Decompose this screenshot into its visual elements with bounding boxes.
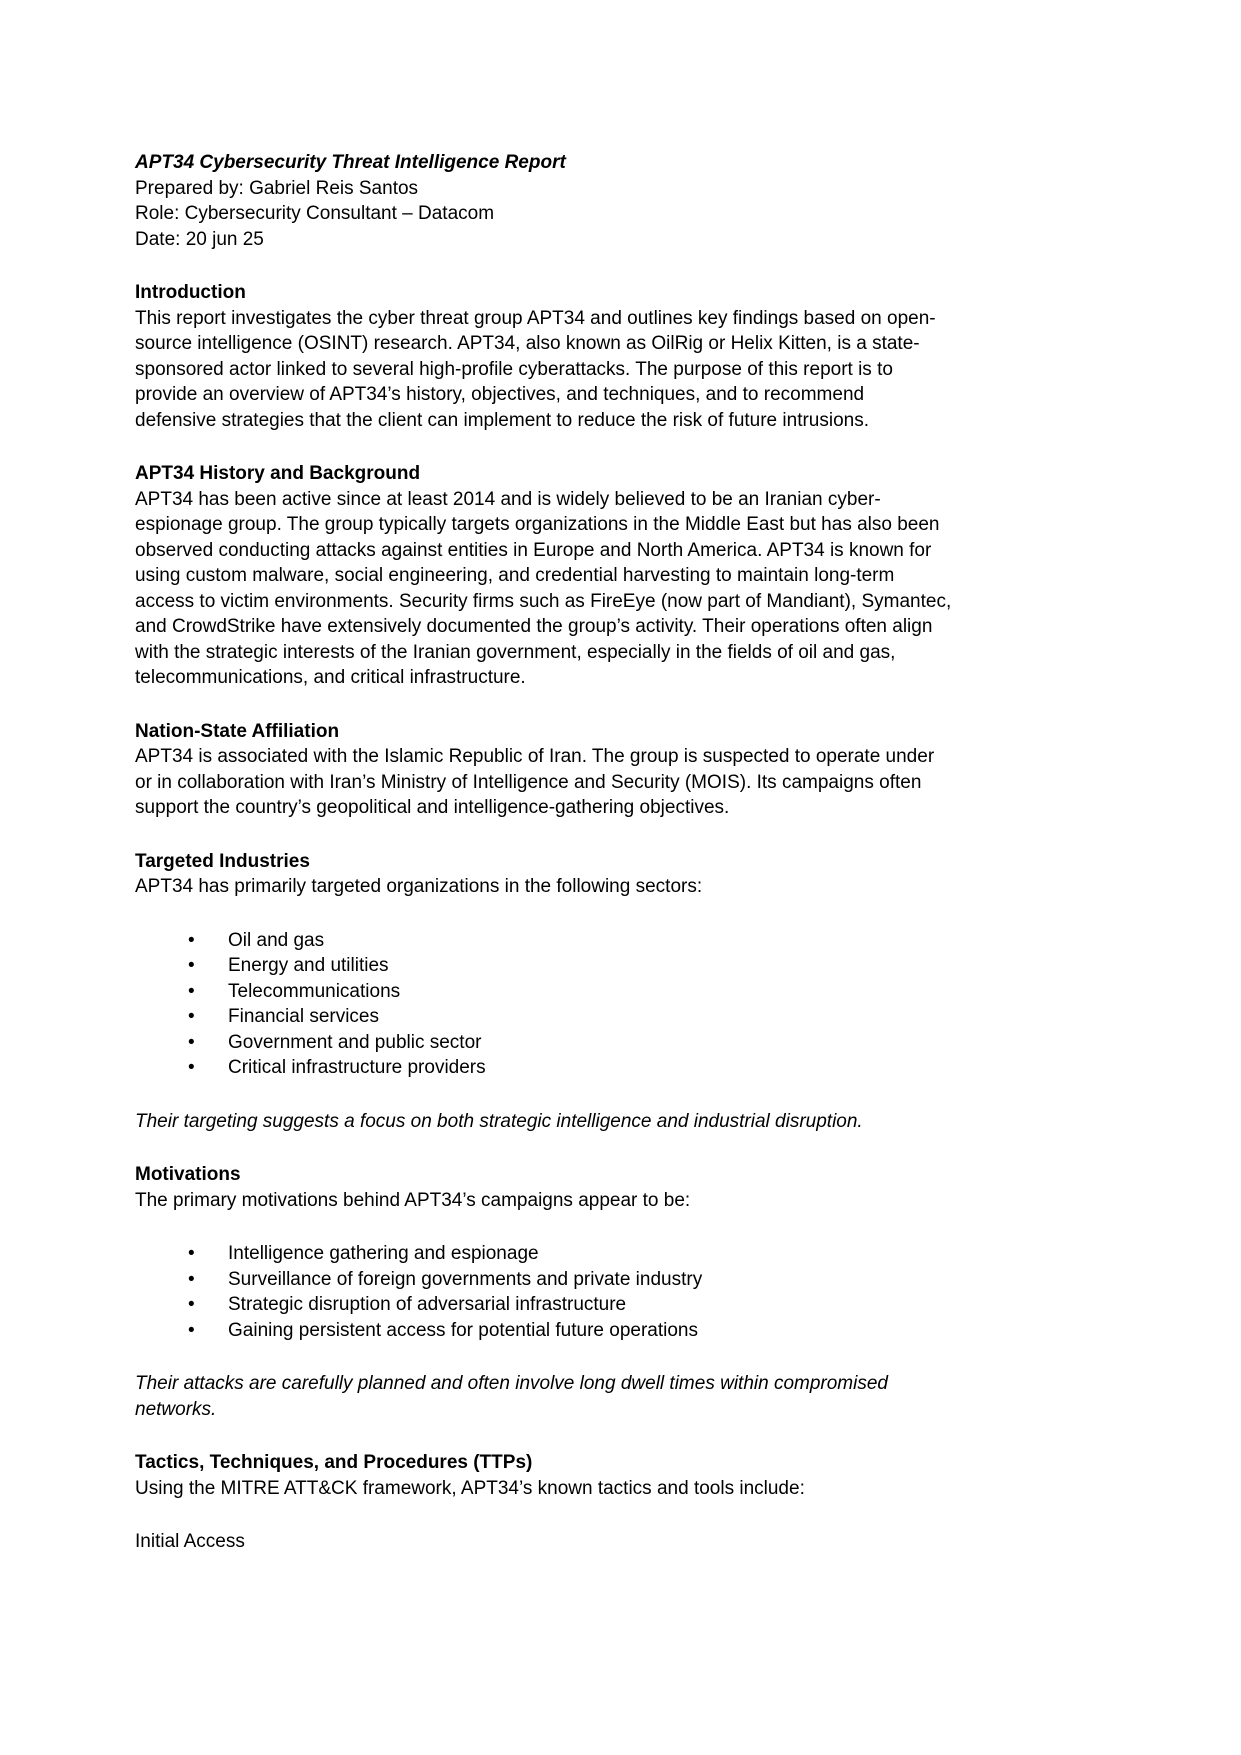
targeted-industries-list <box>135 928 1146 1081</box>
list-item: • Critical infrastructure providers <box>135 1055 1146 1081</box>
list-item: • Surveillance of foreign governments and private industry <box>135 1267 1146 1293</box>
affiliation-heading: Nation-State Affiliation <box>135 720 340 742</box>
affiliation-paragraph: APT34 is associated with the Islamic Republic of Iran. The group is suspected to operate under or in collaboration with Iran’s Ministry of Intelligence and Security (MOIS). Its campaigns often support the country’s geopolitical and intelligence-gathering objectives. <box>135 746 935 818</box>
ttps-heading: Tactics, Techniques, and Procedures (TTPs) <box>135 1452 533 1473</box>
role-line: Role: Cybersecurity Consultant – Datacom <box>135 203 495 224</box>
section-history <box>135 461 1146 691</box>
list-item: • Oil and gas <box>135 928 1146 954</box>
section-initial-access <box>135 1529 1146 1555</box>
motivations-heading: Motivations <box>135 1164 241 1185</box>
section-introduction <box>135 280 1146 433</box>
list-item: • Energy and utilities <box>135 953 1146 979</box>
list-item: • Government and public sector <box>135 1030 1146 1056</box>
motivations-paragraph: The primary motivations behind APT34’s campaigns appear to be: <box>135 1189 691 1211</box>
report-title: APT34 Cybersecurity Threat Intelligence Report <box>135 152 566 173</box>
ttps-paragraph: Using the MITRE ATT&CK framework, APT34’s known tactics and tools include: <box>135 1477 805 1499</box>
section-ttps <box>135 1450 1146 1501</box>
introduction-heading: Introduction <box>135 282 246 303</box>
list-item: • Gaining persistent access for potential future operations <box>135 1318 1146 1344</box>
prepared-by-line: Prepared by: Gabriel Reis Santos <box>135 177 419 199</box>
report-header <box>135 150 1146 252</box>
targeted-industries-note: Their targeting suggests a focus on both strategic intelligence and industrial disruption. <box>135 1110 863 1132</box>
initial-access-label: Initial Access <box>135 1531 245 1552</box>
section-affiliation <box>135 719 1146 821</box>
section-motivations <box>135 1162 1146 1422</box>
motivations-note: Their attacks are carefully planned and often involve long dwell times within compromised networks. <box>135 1373 888 1420</box>
introduction-paragraph: This report investigates the cyber threat group APT34 and outlines key findings based on open- source intelligence (OSINT) research. APT34, also known as OilRig or Helix Kitten, is a state- sponsored actor linked to several high-profile cyberattacks. The purpose of this report is to provide an overview of APT34’s history, objectives, and techniques, and to recommend defensive strategies that the client can implement to reduce the risk of future intrusions. <box>135 307 936 431</box>
section-targeted-industries <box>135 849 1146 1135</box>
list-item: • Intelligence gathering and espionage <box>135 1241 1146 1267</box>
targeted-industries-heading: Targeted Industries <box>135 850 310 872</box>
list-item: • Financial services <box>135 1004 1146 1030</box>
motivations-list <box>135 1241 1146 1343</box>
targeted-industries-paragraph: APT34 has primarily targeted organizations in the following sectors: <box>135 876 703 897</box>
list-item: • Strategic disruption of adversarial infrastructure <box>135 1292 1146 1318</box>
history-heading: APT34 History and Background <box>135 463 421 484</box>
list-item: • Telecommunications <box>135 979 1146 1005</box>
history-paragraph: APT34 has been active since at least 2014 and is widely believed to be an Iranian cyber- espionage group. The group typically targets organizations in the Middle East but has also been observed conducting attacks against entities in Europe and North America. APT34 is known for using custom malware, social engineering, and credential harvesting to maintain long-term access to victim environments. Security firms such as FireEye (now part of Mandiant), Symantec, and CrowdStrike have extensively documented the group’s activity. Their operations often align with the strategic interests of the Iranian government, especially in the fields of oil and gas, telecommunications, and critical infrastructure. <box>135 488 952 688</box>
date-line: Date: 20 jun 25 <box>135 228 264 250</box>
